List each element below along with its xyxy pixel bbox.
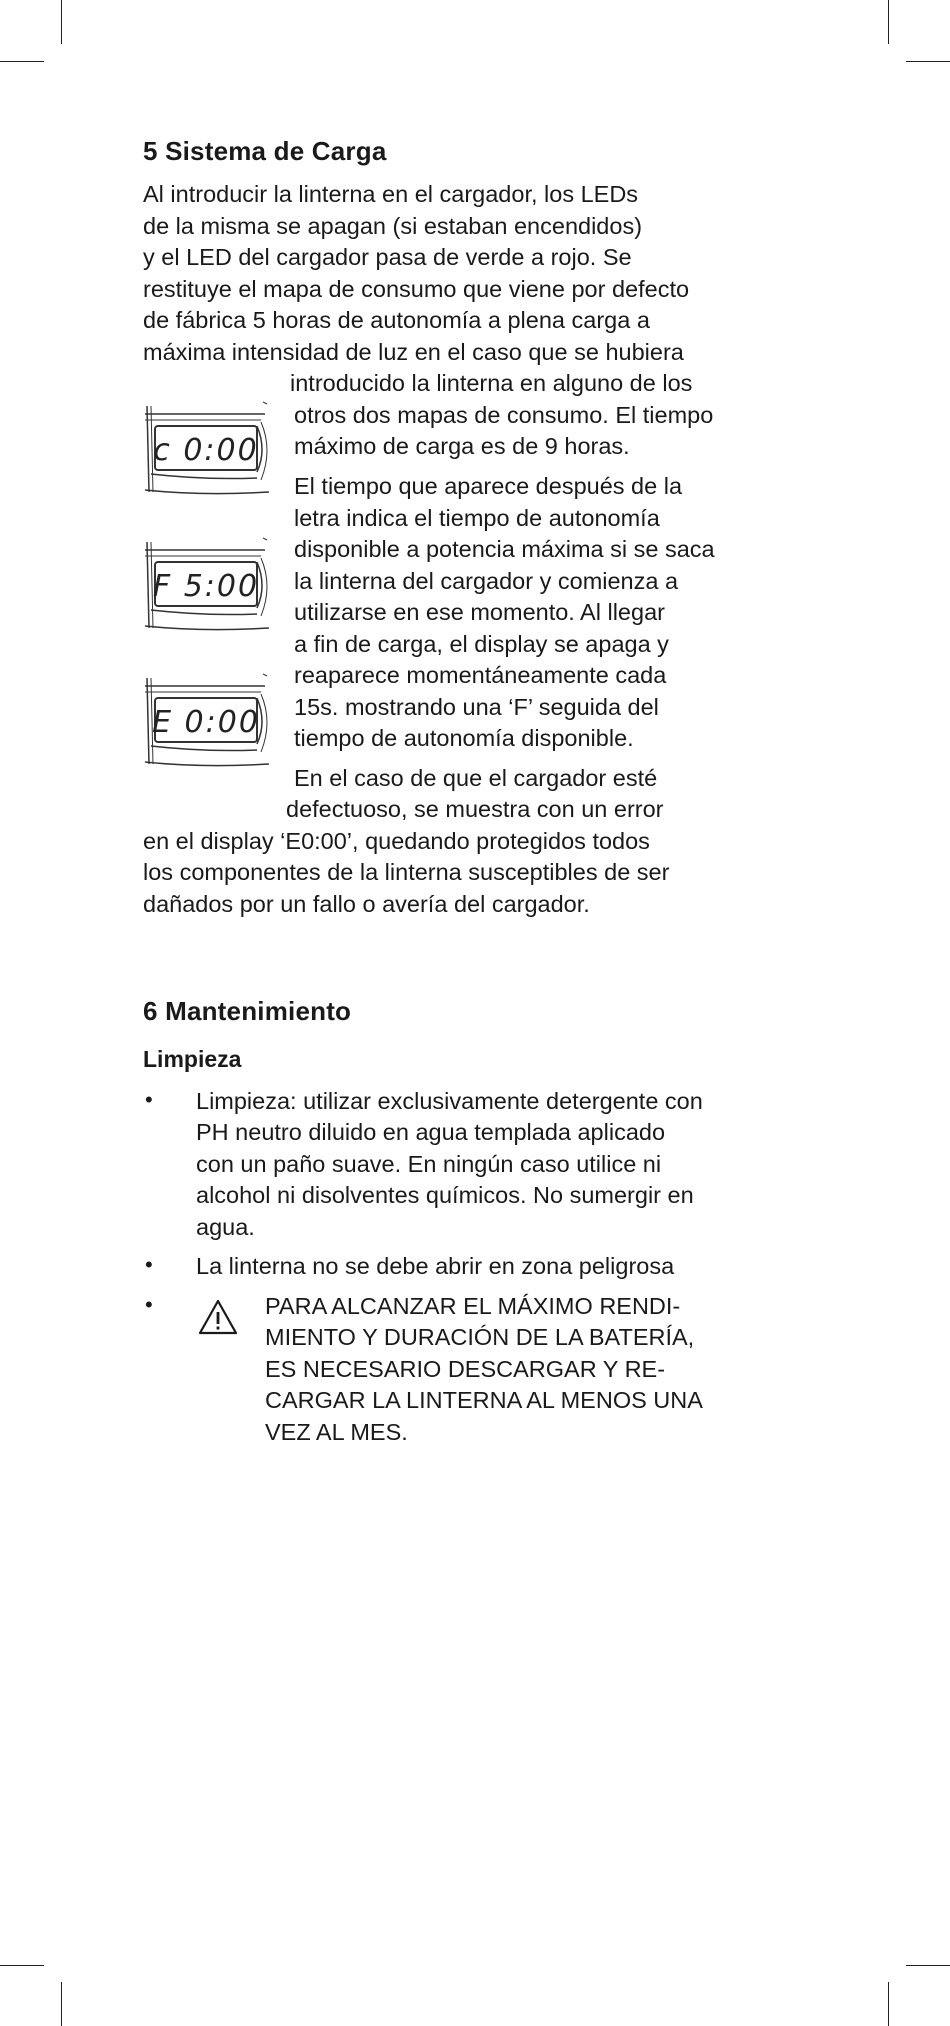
- crop-mark-top-left-h: [0, 61, 44, 62]
- section-5-line: reaparece momentáneamente cada: [294, 662, 667, 688]
- cleaning-item-line: alcohol ni disolventes químicos. No sumergir en: [196, 1182, 694, 1208]
- section-5-line: utilizarse en ese momento. Al llegar: [294, 599, 665, 625]
- battery-warning-line: VEZ AL MES.: [265, 1419, 408, 1445]
- section-5-line: y el LED del cargador pasa de verde a rojo. Se: [143, 244, 632, 270]
- lcd-readout: E 0:00: [152, 705, 260, 740]
- battery-warning-line: ES NECESARIO DESCARGAR Y RE-: [265, 1356, 666, 1382]
- battery-warning-line: MIENTO Y DURACIÓN DE LA BATERÍA,: [265, 1324, 695, 1350]
- crop-mark-bottom-left: [61, 1982, 62, 2026]
- hazard-zone-item: La linterna no se debe abrir en zona peligrosa: [196, 1253, 675, 1279]
- lcd-display-error: [143, 672, 271, 772]
- cleaning-subtitle: Limpieza: [143, 1046, 242, 1072]
- section-5-line: a fin de carga, el display se apaga y: [294, 631, 669, 657]
- section-6-title: 6 Mantenimiento: [143, 996, 352, 1026]
- crop-mark-top-left: [61, 0, 62, 44]
- section-5-line: de fábrica 5 horas de autonomía a plena carga a: [143, 307, 650, 333]
- section-5-line: introducido la linterna en alguno de los: [290, 370, 693, 396]
- section-5-line: máxima intensidad de luz en el caso que se hubiera: [143, 339, 684, 365]
- lcd-display-full: [143, 536, 271, 636]
- crop-mark-bottom-right-h: [906, 1965, 950, 1966]
- section-5-line: En el caso de que el cargador esté: [294, 765, 658, 791]
- bullet-marker: •: [145, 1252, 153, 1277]
- section-5-line: la linterna del cargador y comienza a: [294, 568, 679, 594]
- section-5-line: máximo de carga es de 9 horas.: [294, 433, 630, 459]
- battery-warning-line: CARGAR LA LINTERNA AL MENOS UNA: [265, 1387, 703, 1413]
- section-5-line: Al introducir la linterna en el cargador, los LEDs: [143, 181, 639, 207]
- section-5-line: los componentes de la linterna susceptibles de ser: [143, 859, 670, 885]
- section-5-line: restituye el mapa de consumo que viene por defecto: [143, 276, 690, 302]
- section-5-line: defectuoso, se muestra con un error: [286, 796, 664, 822]
- section-5-line: otros dos mapas de consumo. El tiempo: [294, 402, 714, 428]
- section-5-line: letra indica el tiempo de autonomía: [294, 505, 660, 531]
- cleaning-item-line: Limpieza: utilizar exclusivamente detergente con: [196, 1088, 703, 1114]
- cleaning-item-line: PH neutro diluido en agua templada aplicado: [196, 1119, 666, 1145]
- crop-mark-bottom-right: [888, 1982, 889, 2026]
- bullet-marker: •: [145, 1087, 153, 1112]
- cleaning-item-line: con un paño suave. En ningún caso utilice ni: [196, 1151, 662, 1177]
- crop-mark-top-right-h: [906, 61, 950, 62]
- section-5-line: tiempo de autonomía disponible.: [294, 725, 634, 751]
- section-5-line: disponible a potencia máxima si se saca: [294, 536, 715, 562]
- crop-mark-bottom-left-h: [0, 1965, 44, 1966]
- warning-triangle-icon: [197, 1298, 239, 1336]
- section-5-line: en el display ‘E0:00’, quedando protegidos todos: [143, 828, 650, 854]
- section-5-line: 15s. mostrando una ‘F’ seguida del: [294, 694, 659, 720]
- lcd-readout: F 5:00: [152, 569, 260, 604]
- section-5-line: El tiempo que aparece después de la: [294, 473, 683, 499]
- bullet-marker: •: [145, 1292, 153, 1317]
- section-5-line: de la misma se apagan (si estaban encendidos): [143, 213, 643, 239]
- section-5-title: 5 Sistema de Carga: [143, 136, 387, 166]
- crop-mark-top-right: [888, 0, 889, 44]
- lcd-display-icon: [143, 536, 271, 636]
- section-5-line: dañados por un fallo o avería del cargador.: [143, 891, 590, 917]
- battery-warning-line: PARA ALCANZAR EL MÁXIMO RENDI-: [265, 1293, 681, 1319]
- lcd-display-charging: [143, 400, 271, 500]
- lcd-display-icon: [143, 672, 271, 772]
- lcd-readout: c 0:00: [153, 433, 259, 468]
- cleaning-item-line: agua.: [196, 1214, 255, 1240]
- lcd-display-icon: [143, 400, 271, 500]
